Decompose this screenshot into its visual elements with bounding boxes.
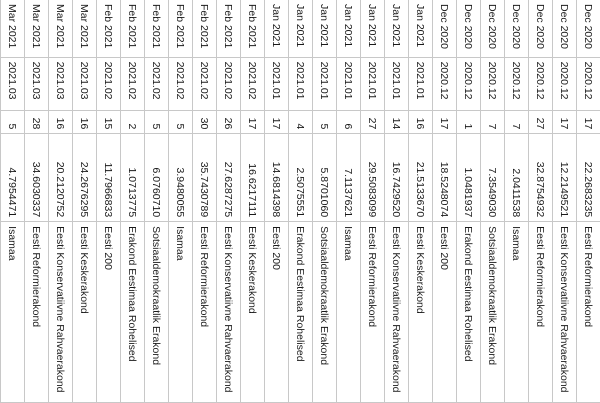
value-cell: 20.2120752 bbox=[49, 134, 73, 222]
count-cell: 17 bbox=[265, 111, 289, 134]
count-cell: 1 bbox=[457, 111, 481, 134]
value-cell: 14.6814398 bbox=[265, 134, 289, 222]
month-cell: Jan 2021 bbox=[361, 0, 385, 57]
table-row bbox=[289, 0, 313, 403]
count-cell: 17 bbox=[241, 111, 265, 134]
table-row bbox=[361, 0, 385, 403]
count-cell: 5 bbox=[145, 111, 169, 134]
period-cell: 2021.02 bbox=[169, 57, 193, 111]
table-row bbox=[385, 0, 409, 403]
party-cell: Eesti Reformierakond bbox=[577, 222, 600, 403]
period-cell: 2021.03 bbox=[1, 57, 25, 111]
value-cell: 16.6217111 bbox=[241, 134, 265, 222]
period-cell: 2020.12 bbox=[505, 57, 529, 111]
month-cell: Mar 2021 bbox=[49, 0, 73, 57]
table-row bbox=[553, 0, 577, 403]
party-cell: Eesti 200 bbox=[97, 222, 121, 403]
period-cell: 2021.02 bbox=[97, 57, 121, 111]
party-cell: Isamaa bbox=[169, 222, 193, 403]
value-cell: 24.2676295 bbox=[73, 134, 97, 222]
month-cell: Mar 2021 bbox=[25, 0, 49, 57]
count-cell: 17 bbox=[553, 111, 577, 134]
value-cell: 5.8701060 bbox=[313, 134, 337, 222]
table-row bbox=[49, 0, 73, 403]
count-cell: 26 bbox=[217, 111, 241, 134]
month-cell: Mar 2021 bbox=[1, 0, 25, 57]
period-cell: 2021.01 bbox=[313, 57, 337, 111]
month-cell: Dec 2020 bbox=[457, 0, 481, 57]
table-row bbox=[337, 0, 361, 403]
table-row bbox=[121, 0, 145, 403]
party-cell: Isamaa bbox=[337, 222, 361, 403]
party-cell: Isamaa bbox=[505, 222, 529, 403]
party-cell: Eesti Konservatiivne Rahvaerakond bbox=[553, 222, 577, 403]
table-row bbox=[313, 0, 337, 403]
count-cell: 7 bbox=[505, 111, 529, 134]
table-row bbox=[1, 0, 25, 403]
month-cell: Dec 2020 bbox=[577, 0, 600, 57]
party-cell: Erakond Eestimaa Rohelised bbox=[289, 222, 313, 403]
party-cell: Eesti 200 bbox=[265, 222, 289, 403]
month-cell: Jan 2021 bbox=[409, 0, 433, 57]
value-cell: 27.6287275 bbox=[217, 134, 241, 222]
period-cell: 2021.01 bbox=[265, 57, 289, 111]
period-cell: 2020.12 bbox=[481, 57, 505, 111]
table-row bbox=[241, 0, 265, 403]
party-cell: Eesti Konservatiivne Rahvaerakond bbox=[49, 222, 73, 403]
party-cell: Erakond Eestimaa Rohelised bbox=[457, 222, 481, 403]
party-cell: Eesti Konservatiivne Rahvaerakond bbox=[385, 222, 409, 403]
month-cell: Feb 2021 bbox=[97, 0, 121, 57]
table-row bbox=[169, 0, 193, 403]
month-cell: Dec 2020 bbox=[529, 0, 553, 57]
count-cell: 16 bbox=[73, 111, 97, 134]
value-cell: 7.3549030 bbox=[481, 134, 505, 222]
value-cell: 4.7954471 bbox=[1, 134, 25, 222]
table-row bbox=[457, 0, 481, 403]
period-cell: 2021.03 bbox=[73, 57, 97, 111]
period-cell: 2021.02 bbox=[193, 57, 217, 111]
value-cell: 2.0411538 bbox=[505, 134, 529, 222]
party-cell bbox=[0, 222, 1, 403]
count-cell: 7 bbox=[481, 111, 505, 134]
value-cell: 7.1137621 bbox=[337, 134, 361, 222]
count-cell: 5 bbox=[1, 111, 25, 134]
value-cell: 35.7430789 bbox=[193, 134, 217, 222]
value-cell: 22.2683235 bbox=[577, 134, 600, 222]
table-row bbox=[409, 0, 433, 403]
period-cell: 2021.01 bbox=[409, 57, 433, 111]
value-cell: 32.8754932 bbox=[529, 134, 553, 222]
party-cell: Sotsiaaldemokraatlik Erakond bbox=[481, 222, 505, 403]
count-cell: 16 bbox=[49, 111, 73, 134]
period-cell: 2020.12 bbox=[457, 57, 481, 111]
value-cell: 34.6030337 bbox=[25, 134, 49, 222]
party-cell: Eesti Reformierakond bbox=[25, 222, 49, 403]
month-cell: Jan 2021 bbox=[337, 0, 361, 57]
table-row bbox=[97, 0, 121, 403]
period-cell: 2020.12 bbox=[433, 57, 457, 111]
month-cell: Dec 2020 bbox=[481, 0, 505, 57]
party-cell: Erakond Eestimaa Rohelised bbox=[121, 222, 145, 403]
period-cell: 2021.03 bbox=[49, 57, 73, 111]
month-cell: Jan 2021 bbox=[313, 0, 337, 57]
period-cell: 2020.12 bbox=[529, 57, 553, 111]
value-cell: 3.9480055 bbox=[169, 134, 193, 222]
period-cell: 2021.02 bbox=[145, 57, 169, 111]
month-cell: Feb 2021 bbox=[217, 0, 241, 57]
party-cell: Eesti Keskerakond bbox=[73, 222, 97, 403]
table-row bbox=[217, 0, 241, 403]
table-row bbox=[145, 0, 169, 403]
month-cell: Dec 2020 bbox=[433, 0, 457, 57]
value-cell: 1.0481937 bbox=[457, 134, 481, 222]
value-cell: 1.0713775 bbox=[121, 134, 145, 222]
month-cell: Feb 2021 bbox=[121, 0, 145, 57]
month-cell: Jan 2021 bbox=[289, 0, 313, 57]
count-cell: 17 bbox=[433, 111, 457, 134]
value-cell: 2.5075551 bbox=[289, 134, 313, 222]
period-cell: 2021.02 bbox=[121, 57, 145, 111]
count-cell: 5 bbox=[313, 111, 337, 134]
month-cell bbox=[0, 0, 1, 57]
count-cell: 2 bbox=[121, 111, 145, 134]
count-cell: 28 bbox=[25, 111, 49, 134]
table-row bbox=[73, 0, 97, 403]
period-cell: 2020.12 bbox=[553, 57, 577, 111]
count-cell: 14 bbox=[385, 111, 409, 134]
table-row bbox=[265, 0, 289, 403]
count-cell: 15 bbox=[97, 111, 121, 134]
value-cell bbox=[0, 134, 1, 222]
month-cell: Dec 2020 bbox=[553, 0, 577, 57]
month-cell: Mar 2021 bbox=[73, 0, 97, 57]
party-cell: Sotsiaaldemokraatlik Erakond bbox=[313, 222, 337, 403]
table-row bbox=[0, 0, 1, 403]
period-cell: 2021.03 bbox=[25, 57, 49, 111]
party-cell: Eesti 200 bbox=[433, 222, 457, 403]
count-cell: 27 bbox=[361, 111, 385, 134]
month-cell: Feb 2021 bbox=[193, 0, 217, 57]
month-cell: Feb 2021 bbox=[241, 0, 265, 57]
party-cell: Eesti Reformierakond bbox=[193, 222, 217, 403]
month-cell: Feb 2021 bbox=[145, 0, 169, 57]
party-cell: Isamaa bbox=[1, 222, 25, 403]
month-cell: Jan 2021 bbox=[265, 0, 289, 57]
party-cell: Eesti Keskerakond bbox=[241, 222, 265, 403]
month-cell: Feb 2021 bbox=[169, 0, 193, 57]
count-cell: 5 bbox=[169, 111, 193, 134]
month-cell: Dec 2020 bbox=[505, 0, 529, 57]
period-cell: 2020.12 bbox=[577, 57, 600, 111]
table-row bbox=[25, 0, 49, 403]
period-cell: 2021.01 bbox=[385, 57, 409, 111]
table-row bbox=[577, 0, 600, 403]
period-cell: 2021.01 bbox=[289, 57, 313, 111]
period-cell: 2021.01 bbox=[361, 57, 385, 111]
count-cell: 27 bbox=[529, 111, 553, 134]
value-cell: 11.7966833 bbox=[97, 134, 121, 222]
table-row bbox=[193, 0, 217, 403]
table-row bbox=[529, 0, 553, 403]
month-cell: Jan 2021 bbox=[385, 0, 409, 57]
party-cell: Eesti Konservatiivne Rahvaerakond bbox=[217, 222, 241, 403]
period-cell: 2021.02 bbox=[217, 57, 241, 111]
party-cell: Eesti Keskerakond bbox=[409, 222, 433, 403]
period-cell bbox=[0, 57, 1, 111]
value-cell: 21.5133670 bbox=[409, 134, 433, 222]
party-cell: Sotsiaaldemokraatlik Erakond bbox=[145, 222, 169, 403]
count-cell: 17 bbox=[577, 111, 600, 134]
count-cell: 16 bbox=[409, 111, 433, 134]
value-cell: 29.5083099 bbox=[361, 134, 385, 222]
count-cell: 6 bbox=[337, 111, 361, 134]
table-row bbox=[433, 0, 457, 403]
period-cell: 2021.01 bbox=[337, 57, 361, 111]
party-cell: Eesti Reformierakond bbox=[361, 222, 385, 403]
value-cell: 16.7429520 bbox=[385, 134, 409, 222]
count-cell: 30 bbox=[193, 111, 217, 134]
count-cell bbox=[0, 111, 1, 134]
value-cell: 12.2149521 bbox=[553, 134, 577, 222]
table-row bbox=[505, 0, 529, 403]
table-row bbox=[481, 0, 505, 403]
party-cell: Eesti Reformierakond bbox=[529, 222, 553, 403]
value-cell: 6.0760710 bbox=[145, 134, 169, 222]
period-cell: 2021.02 bbox=[241, 57, 265, 111]
count-cell: 4 bbox=[289, 111, 313, 134]
value-cell: 18.5248074 bbox=[433, 134, 457, 222]
